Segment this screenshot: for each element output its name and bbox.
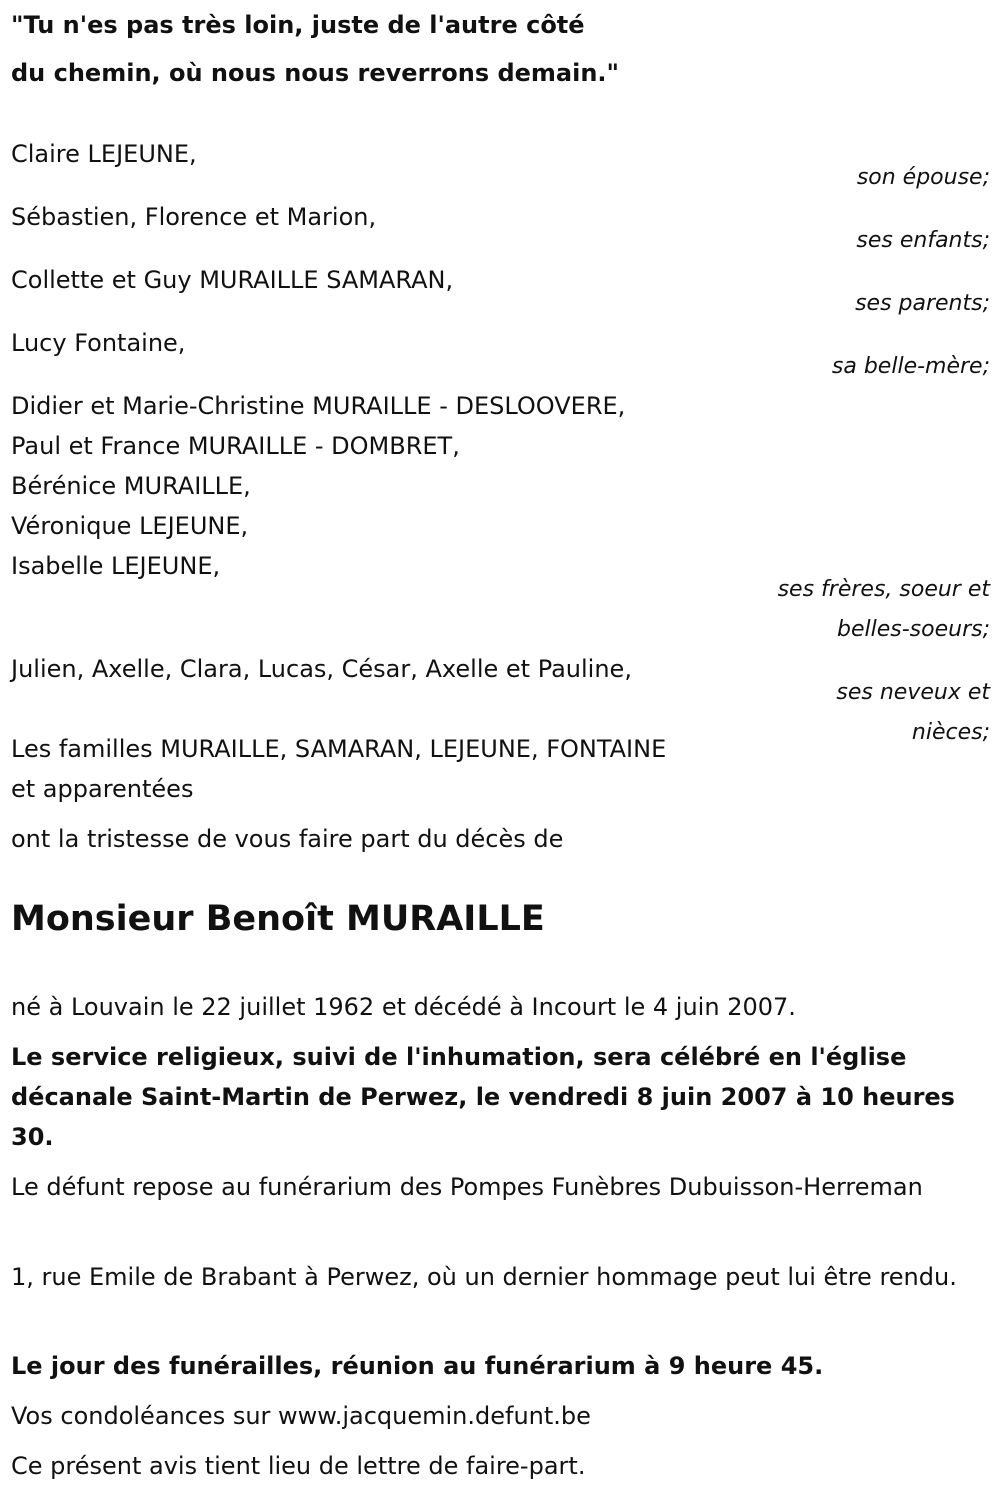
family-role-siblings-line-1: ses frères, soeur et bbox=[777, 577, 990, 602]
announcement-text: ont la tristesse de vous faire part du décès de bbox=[11, 825, 564, 853]
notice-info: Ce présent avis tient lieu de lettre de faire-part. bbox=[11, 1452, 586, 1480]
family-name-siblings-3: Bérénice MURAILLE, bbox=[11, 472, 251, 500]
condolences-info: Vos condoléances sur www.jacquemin.defunt.be bbox=[11, 1402, 591, 1430]
repose-info: Le défunt repose au funérarium des Pompes Funèbres Dubuisson-Herreman bbox=[11, 1173, 923, 1201]
family-name-parents: Collette et Guy MURAILLE SAMARAN, bbox=[11, 266, 454, 294]
funeral-service-info: Le service religieux, suivi de l'inhumation, sera célébré en l'église décanale Saint-Martin de Perwez, le vendredi 8 juin 2007 à 10 heures 30. bbox=[11, 1043, 955, 1151]
family-name-siblings-4: Véronique LEJEUNE, bbox=[11, 512, 249, 540]
quote-line-2: du chemin, où nous nous reverrons demain." bbox=[11, 59, 620, 87]
family-role-nephews-line-2: nièces; bbox=[911, 720, 990, 745]
quote-line-1: "Tu n'es pas très loin, juste de l'autre côté bbox=[11, 11, 585, 39]
family-name-siblings-1: Didier et Marie-Christine MURAILLE - DESLOOVERE, bbox=[11, 392, 626, 420]
families-line-1: Les familles MURAILLE, SAMARAN, LEJEUNE, FONTAINE bbox=[11, 735, 667, 763]
family-name-siblings-2: Paul et France MURAILLE - DOMBRET, bbox=[11, 432, 460, 460]
family-role-spouse: son épouse; bbox=[856, 165, 990, 190]
family-name-mother-in-law: Lucy Fontaine, bbox=[11, 329, 186, 357]
birth-death-line: né à Louvain le 22 juillet 1962 et décédé à Incourt le 4 juin 2007. bbox=[11, 993, 796, 1021]
family-role-children: ses enfants; bbox=[856, 228, 990, 253]
family-role-nephews-line-1: ses neveux et bbox=[836, 680, 990, 705]
family-name-siblings-5: Isabelle LEJEUNE, bbox=[11, 552, 221, 580]
family-name-spouse: Claire LEJEUNE, bbox=[11, 140, 197, 168]
family-name-nephews: Julien, Axelle, Clara, Lucas, César, Axelle et Pauline, bbox=[11, 655, 632, 683]
family-role-parents: ses parents; bbox=[855, 291, 990, 316]
families-line-2: et apparentées bbox=[11, 775, 194, 803]
family-role-mother-in-law: sa belle-mère; bbox=[831, 354, 990, 379]
family-role-siblings-line-2: belles-soeurs; bbox=[837, 617, 990, 642]
address-info: 1, rue Emile de Brabant à Perwez, où un dernier hommage peut lui être rendu. bbox=[11, 1263, 957, 1291]
meeting-info: Le jour des funérailles, réunion au funérarium à 9 heure 45. bbox=[11, 1352, 824, 1380]
family-name-children: Sébastien, Florence et Marion, bbox=[11, 203, 377, 231]
deceased-name: Monsieur Benoît MURAILLE bbox=[11, 899, 545, 939]
